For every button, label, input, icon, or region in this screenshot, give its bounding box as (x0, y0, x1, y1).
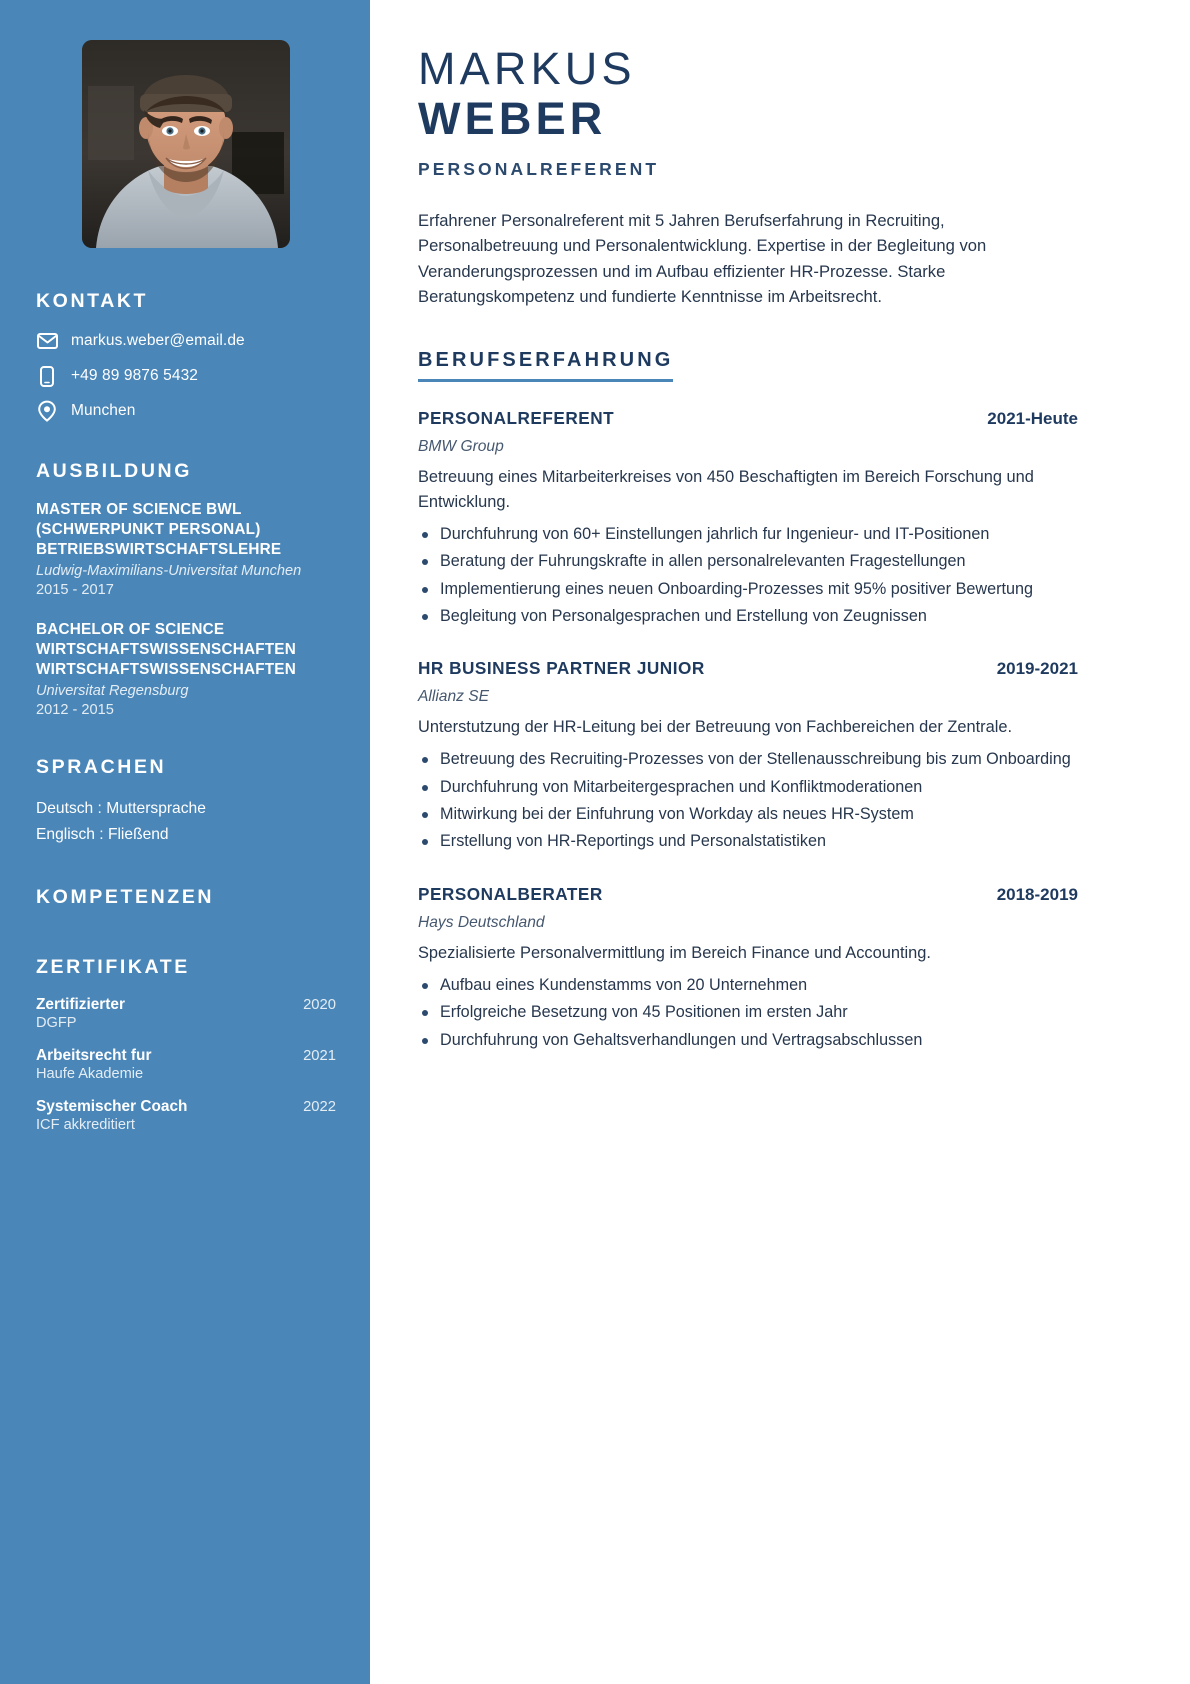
experience-bullet: Begleitung von Personalgesprachen und Erstellung von Zeugnissen (418, 605, 1078, 628)
certificate-issuer: ICF akkreditiert (36, 1116, 135, 1133)
language-item: Englisch : Fließend (36, 826, 169, 844)
education-heading: AUSBILDUNG (36, 460, 192, 482)
education-item (36, 500, 336, 598)
experience-role: PERSONALREFERENT (418, 408, 615, 429)
job-title: PERSONALREFERENT (418, 158, 660, 179)
contact-email[interactable] (36, 330, 336, 352)
profile-summary: Erfahrener Personalreferent mit 5 Jahren Berufserfahrung in Recruiting, Personalbetreuung und Personalentwicklung. Expertise in der Begleitung von Veranderungsprozessen und im Aufbau effizienter HR-Prozesse. Starke Beratungskompetenz und fundierte Kenntnisse im Arbeitsrecht. (418, 210, 987, 306)
last-name: WEBER (418, 93, 607, 145)
education-years: 2012 - 2015 (36, 702, 114, 719)
envelope-icon (36, 330, 58, 352)
experience-bullet: Durchfuhrung von 60+ Einstellungen jahrlich fur Ingenieur- und IT-Positionen (418, 523, 1078, 546)
experience-dates: 2018-2019 (996, 884, 1078, 904)
experience-bullet: Beratung der Fuhrungskrafte in allen personalrelevanten Fragestellungen (418, 550, 1078, 573)
experience-item (418, 658, 1078, 854)
certificate-year: 2022 (303, 1098, 336, 1115)
sidebar (0, 0, 370, 1684)
contact-phone[interactable] (36, 365, 336, 387)
experience-description: Betreuung eines Mitarbeiterkreises von 450 Beschaftigten im Bereich Forschung und Entwicklung. (418, 468, 1034, 511)
experience-bullets (418, 748, 1078, 853)
location-pin-icon (36, 400, 58, 422)
experience-bullets (418, 523, 1078, 628)
contact-phone-value: +49 89 9876 5432 (71, 367, 199, 384)
certificate-year: 2020 (303, 996, 336, 1013)
main-content (370, 0, 1190, 1684)
experience-company: Hays Deutschland (418, 913, 545, 931)
experience-role: PERSONALBERATER (418, 883, 603, 904)
experience-heading: BERUFSERFAHRUNG (418, 349, 673, 382)
experience-bullet: Implementierung eines neuen Onboarding-Prozesses mit 95% positiver Bewertung (418, 578, 1078, 601)
experience-bullet: Aufbau eines Kundenstamms von 20 Unternehmen (418, 974, 1078, 997)
experience-bullet: Erstellung von HR-Reportings und Personalstatistiken (418, 830, 1078, 853)
skills-list (36, 926, 336, 956)
certificates-heading: ZERTIFIKATE (36, 955, 190, 978)
education-school: Ludwig-Maximilians-Universitat Munchen (36, 562, 302, 579)
experience-bullet: Erfolgreiche Besetzung von 45 Positionen im ersten Jahr (418, 1001, 1078, 1024)
education-degree: MASTER OF SCIENCE BWL (SCHWERPUNKT PERSONAL) BETRIEBSWIRTSCHAFTSLEHRE (36, 501, 282, 559)
experience-item (418, 884, 1078, 1052)
experience-company: BMW Group (418, 438, 504, 456)
certificate-issuer: DGFP (36, 1014, 77, 1031)
language-item: Deutsch : Muttersprache (36, 800, 206, 818)
contact-heading: KONTAKT (36, 290, 149, 312)
certificate-item (36, 996, 336, 1031)
first-name: MARKUS (418, 43, 636, 94)
experience-bullet: Durchfuhrung von Gehaltsverhandlungen und Vertragsabschlussen (418, 1029, 1078, 1052)
experience-description: Spezialisierte Personalvermittlung im Bereich Finance und Accounting. (418, 943, 931, 962)
education-school: Universitat Regensburg (36, 682, 189, 699)
experience-role: HR BUSINESS PARTNER JUNIOR (418, 658, 705, 679)
experience-dates: 2021-Heute (987, 409, 1078, 429)
certificate-item (36, 1098, 336, 1133)
experience-bullet: Betreuung des Recruiting-Prozesses von der Stellenausschreibung bis zum Onboarding (418, 748, 1078, 771)
education-years: 2015 - 2017 (36, 582, 114, 599)
education-item (36, 620, 336, 718)
experience-bullet: Mitwirkung bei der Einfuhrung von Workday als neues HR-System (418, 803, 1078, 826)
experience-description: Unterstutzung der HR-Leitung bei der Betreuung von Fachbereichen der Zentrale. (418, 718, 1013, 737)
experience-dates: 2019-2021 (996, 659, 1078, 679)
certificate-item (36, 1047, 336, 1082)
avatar (82, 40, 290, 248)
certificate-name: Systemischer Coach (36, 1097, 188, 1115)
portrait-photo-icon (82, 40, 290, 248)
contact-location[interactable] (36, 400, 336, 422)
experience-bullet: Durchfuhrung von Mitarbeitergesprachen und Konfliktmoderationen (418, 776, 1078, 799)
education-degree: BACHELOR OF SCIENCE WIRTSCHAFTSWISSENSCHAFTEN WIRTSCHAFTSWISSENSCHAFTEN (36, 621, 296, 679)
contact-email-value: markus.weber@email.de (71, 332, 245, 349)
certificate-name: Zertifizierter (36, 995, 125, 1013)
phone-icon (36, 365, 58, 387)
certificate-year: 2021 (303, 1047, 336, 1064)
skills-heading: KOMPETENZEN (36, 885, 215, 908)
experience-bullets (418, 974, 1078, 1052)
experience-item (418, 408, 1078, 628)
contact-location-value: Munchen (71, 402, 136, 419)
certificate-issuer: Haufe Akademie (36, 1065, 144, 1082)
experience-company: Allianz SE (418, 688, 490, 706)
languages-heading: SPRACHEN (36, 756, 167, 779)
certificate-name: Arbeitsrecht fur (36, 1046, 152, 1064)
avatar-container (36, 40, 336, 248)
